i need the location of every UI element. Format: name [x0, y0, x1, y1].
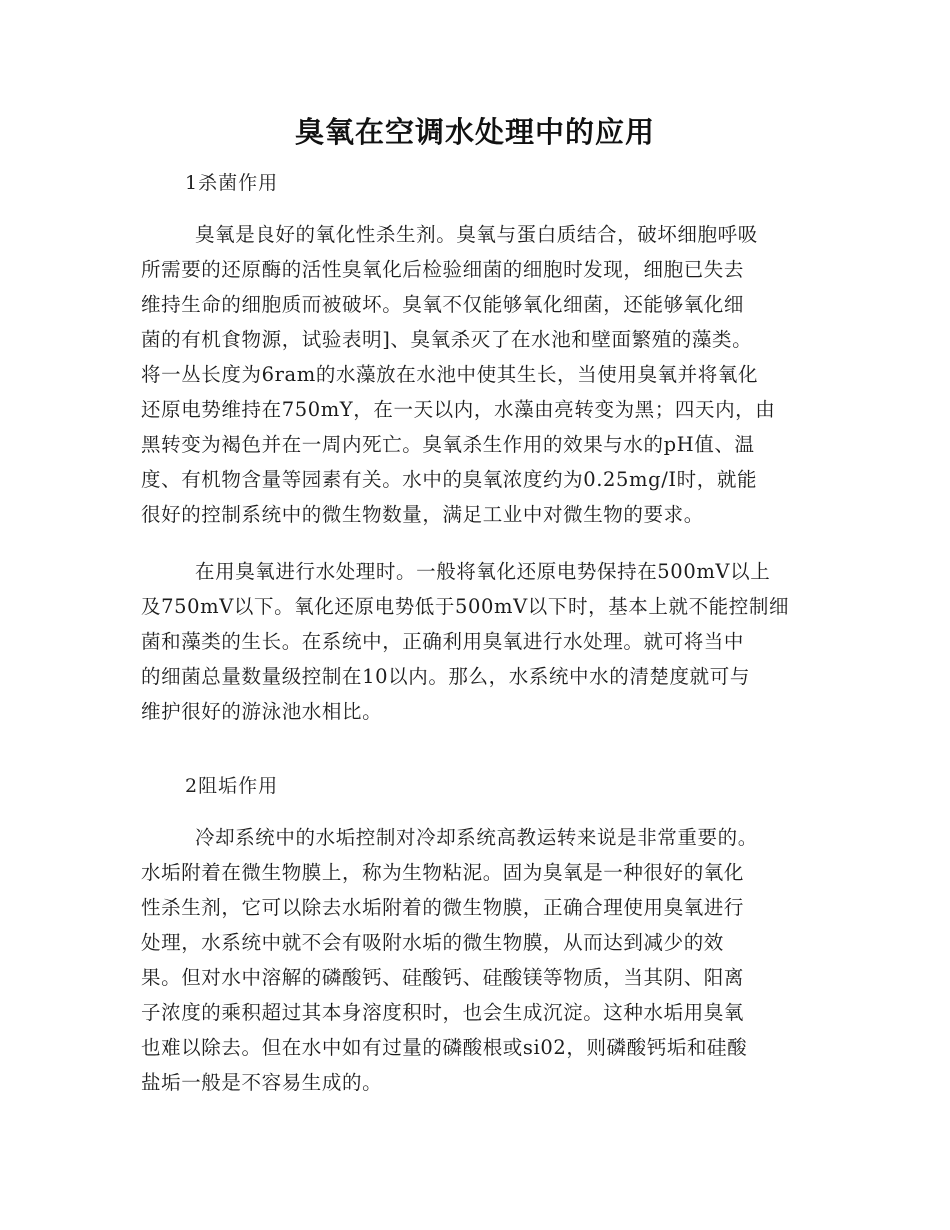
text-line: 臭氧是良好的氧化性杀生剂。臭氧与蛋白质结合，破坏细胞呼吸 [195, 223, 758, 246]
text-line: 水垢附着在微生物膜上，称为生物粘泥。固为臭氧是一种很好的氧化 [141, 861, 745, 884]
text-line: 在用臭氧进行水处理时。一般将氧化还原电势保持在500mV以上 [195, 560, 771, 583]
text-line: 还原电势维持在750mY，在一天以内，水藻由亮转变为黑；四天内，由 [141, 398, 776, 421]
text-line: 很好的控制系统中的微生物数量，满足工业中对微生物的要求。 [141, 503, 704, 526]
text-line: 果。但对水中溶解的磷酸钙、硅酸钙、硅酸镁等物质，当其阴、阳离 [141, 966, 745, 989]
section-heading-sterilization: 1杀菌作用 [185, 172, 279, 194]
page-title: 臭氧在空调水处理中的应用 [294, 115, 655, 149]
text-line: 也难以除去。但在水中如有过量的磷酸根或si02，则磷酸钙垢和硅酸 [141, 1036, 748, 1059]
text-line: 维持生命的细胞质而被破坏。臭氧不仅能够氧化细菌，还能够氧化细 [141, 293, 745, 316]
text-line: 及750mV以下。氧化还原电势低于500mV以下时，基本上就不能控制细 [141, 595, 790, 618]
text-line: 盐垢一般是不容易生成的。 [141, 1071, 383, 1094]
text-line: 将一丛长度为6ram的水藻放在水池中使其生长，当使用臭氧并将氧化 [141, 363, 759, 386]
text-line: 菌和藻类的生长。在系统中，正确利用臭氧进行水处理。就可将当中 [141, 630, 745, 653]
text-line: 黑转变为褐色并在一周内死亡。臭氧杀生作用的效果与水的pH值、温 [141, 433, 755, 456]
text-line: 所需要的还原酶的活性臭氧化后检验细菌的细胞时发现，细胞已失去 [141, 258, 745, 281]
text-line: 性杀生剂，它可以除去水垢附着的微生物膜，正确合理使用臭氧进行 [141, 896, 745, 919]
text-line: 度、有机物含量等园素有关。水中的臭氧浓度约为0.25mg/I时，就能 [141, 468, 758, 491]
text-line: 处理，水系统中就不会有吸附水垢的微生物膜，从而达到减少的效 [141, 931, 724, 954]
section-heading-scale-inhibition: 2阻垢作用 [185, 775, 279, 797]
text-line: 子浓度的乘积超过其本身溶度积时，也会生成沉淀。这种水垢用臭氧 [141, 1001, 745, 1024]
text-line: 的细菌总量数量级控制在10以内。那么，水系统中水的清楚度就可与 [141, 665, 750, 688]
text-line: 菌的有机食物源，试验表明]、臭氧杀灭了在水池和壁面繁殖的藻类。 [141, 328, 753, 351]
text-line: 冷却系统中的水垢控制对冷却系统高教运转来说是非常重要的。 [195, 826, 758, 849]
text-line: 维护很好的游泳池水相比。 [141, 700, 383, 723]
